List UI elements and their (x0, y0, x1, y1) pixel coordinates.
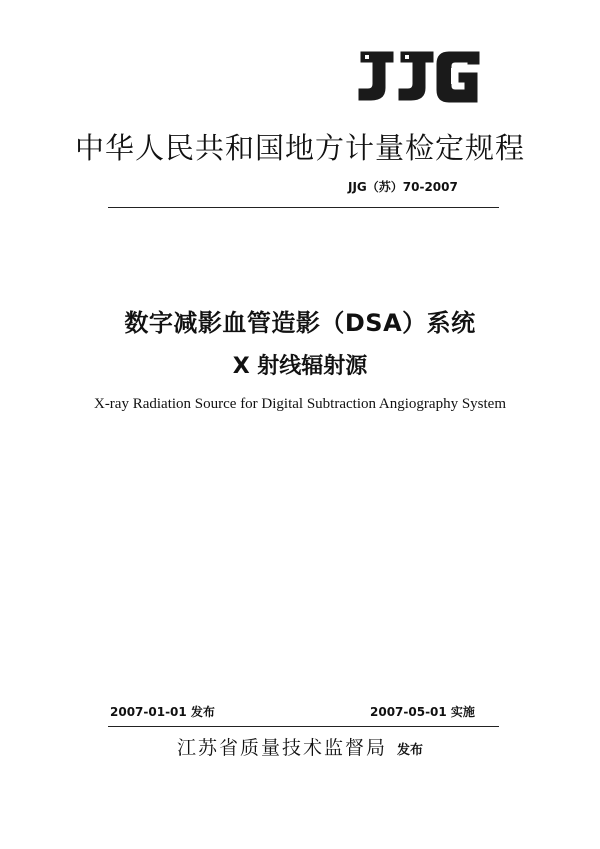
document-title-line2: X 射线辐射源 (232, 354, 368, 379)
jjg-logo-graphic (355, 46, 485, 104)
issue-date: 2007-01-01 发布 (110, 705, 215, 719)
document-title-english: X-ray Radiation Source for Digital Subtraction Angiography System (93, 396, 506, 412)
regulation-code: JJG（苏）70-2007 (348, 180, 458, 194)
bottom-divider (108, 726, 499, 727)
publisher-name: 江苏省质量技术监督局 (176, 737, 387, 759)
implementation-date: 2007-05-01 实施 (370, 705, 475, 719)
document-title-line1: 数字减影血管造影（DSA）系统 (124, 309, 476, 337)
top-divider (108, 207, 499, 208)
publish-word: 发布 (397, 743, 424, 758)
jjg-logo (355, 46, 485, 104)
org-title: 中华人民共和国地方计量检定规程 (74, 131, 525, 165)
publisher-line (0, 733, 600, 760)
